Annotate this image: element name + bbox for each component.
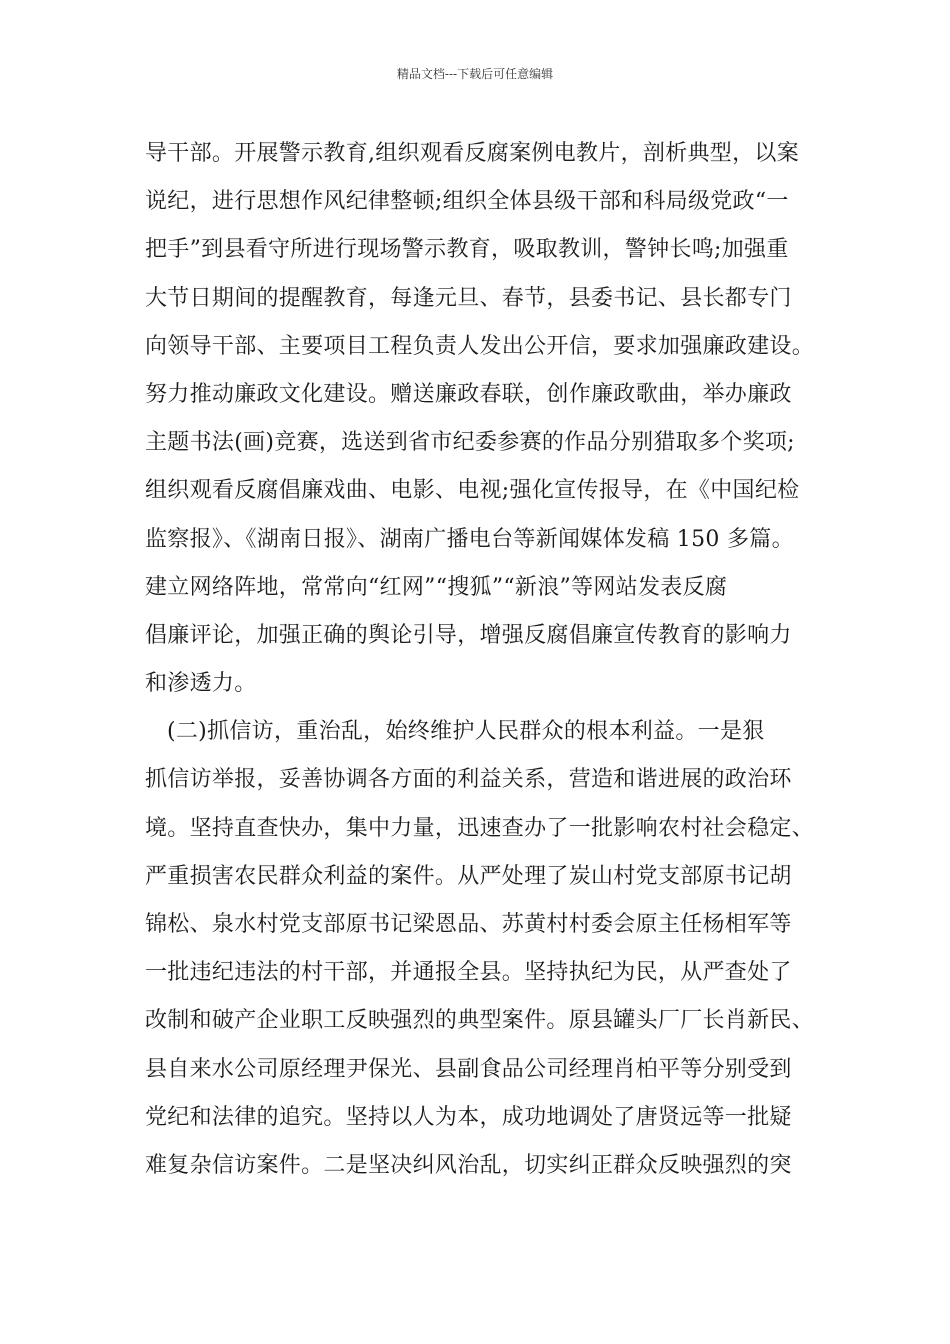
text-line: 锦松、泉水村党支部原书记梁恩品、苏黄村村委会原主任杨相军等 xyxy=(145,912,792,937)
text-line: 难复杂信访案件。二是坚决纠风治乱，切实纠正群众反映强烈的突 xyxy=(145,1152,792,1178)
text-line: 境。坚持直查快办，集中力量，迅速查办了一批影响农村社会稳定、 xyxy=(145,815,815,841)
text-line: 监察报》、《湖南日报》、湖南广播电台等新闻媒体发稿 150 多篇。 xyxy=(145,526,794,552)
text-line: 大节日期间的提醒教育，每逢元旦、春节，县委书记、县长都专门 xyxy=(145,285,792,311)
text-line: 改制和破产企业职工反映强烈的典型案件。原县罐头厂厂长肖新民、 xyxy=(145,1008,815,1034)
text-line: 导干部。开展警示教育,组织观看反腐案例电教片，剖析典型，以案 xyxy=(145,141,799,166)
text-line: 向领导干部、主要项目工程负责人发出公开信，要求加强廉政建设。 xyxy=(145,333,815,359)
text-line: 说纪，进行思想作风纪律整顿;组织全体县级干部和科局级党政“一 xyxy=(145,189,789,215)
text-line: 和渗透力。 xyxy=(145,671,257,697)
page-header: 精品文档---下载后可任意编辑 xyxy=(396,67,554,81)
document-body xyxy=(145,130,815,1190)
paragraph-start-line: (二)抓信访，重治乱，始终维护人民群众的根本利益。一是狠 xyxy=(167,719,765,745)
text-line: 严重损害农民群众利益的案件。从严处理了炭山村党支部原书记胡 xyxy=(145,863,792,889)
text-line: 组织观看反腐倡廉戏曲、电影、电视;强化宣传报导，在《中国纪检 xyxy=(145,478,800,504)
text-line: 把手”到县看守所进行现场警示教育，吸取教训，警钟长鸣;加强重 xyxy=(145,237,789,263)
text-line: 一批违纪违法的村干部，并通报全县。坚持执纪为民，从严查处了 xyxy=(145,960,792,986)
text-line: 抓信访举报，妥善协调各方面的利益关系，营造和谐进展的政治环 xyxy=(145,767,792,793)
text-line: 主题书法(画)竞赛，选送到省市纪委参赛的作品分别猎取多个奖项; xyxy=(145,430,795,456)
text-line: 县自来水公司原经理尹保光、县副食品公司经理肖柏平等分别受到 xyxy=(145,1056,792,1082)
text-line: 建立网络阵地，常常向“红网”“搜狐”“新浪”等网站发表反腐 xyxy=(145,574,728,600)
text-line: 党纪和法律的追究。坚持以人为本，成功地调处了唐贤远等一批疑 xyxy=(145,1104,792,1130)
text-line: 努力推动廉政文化建设。赠送廉政春联，创作廉政歌曲，举办廉政 xyxy=(145,381,792,407)
text-line: 倡廉评论，加强正确的舆论引导，增强反腐倡廉宣传教育的影响力 xyxy=(145,622,792,648)
